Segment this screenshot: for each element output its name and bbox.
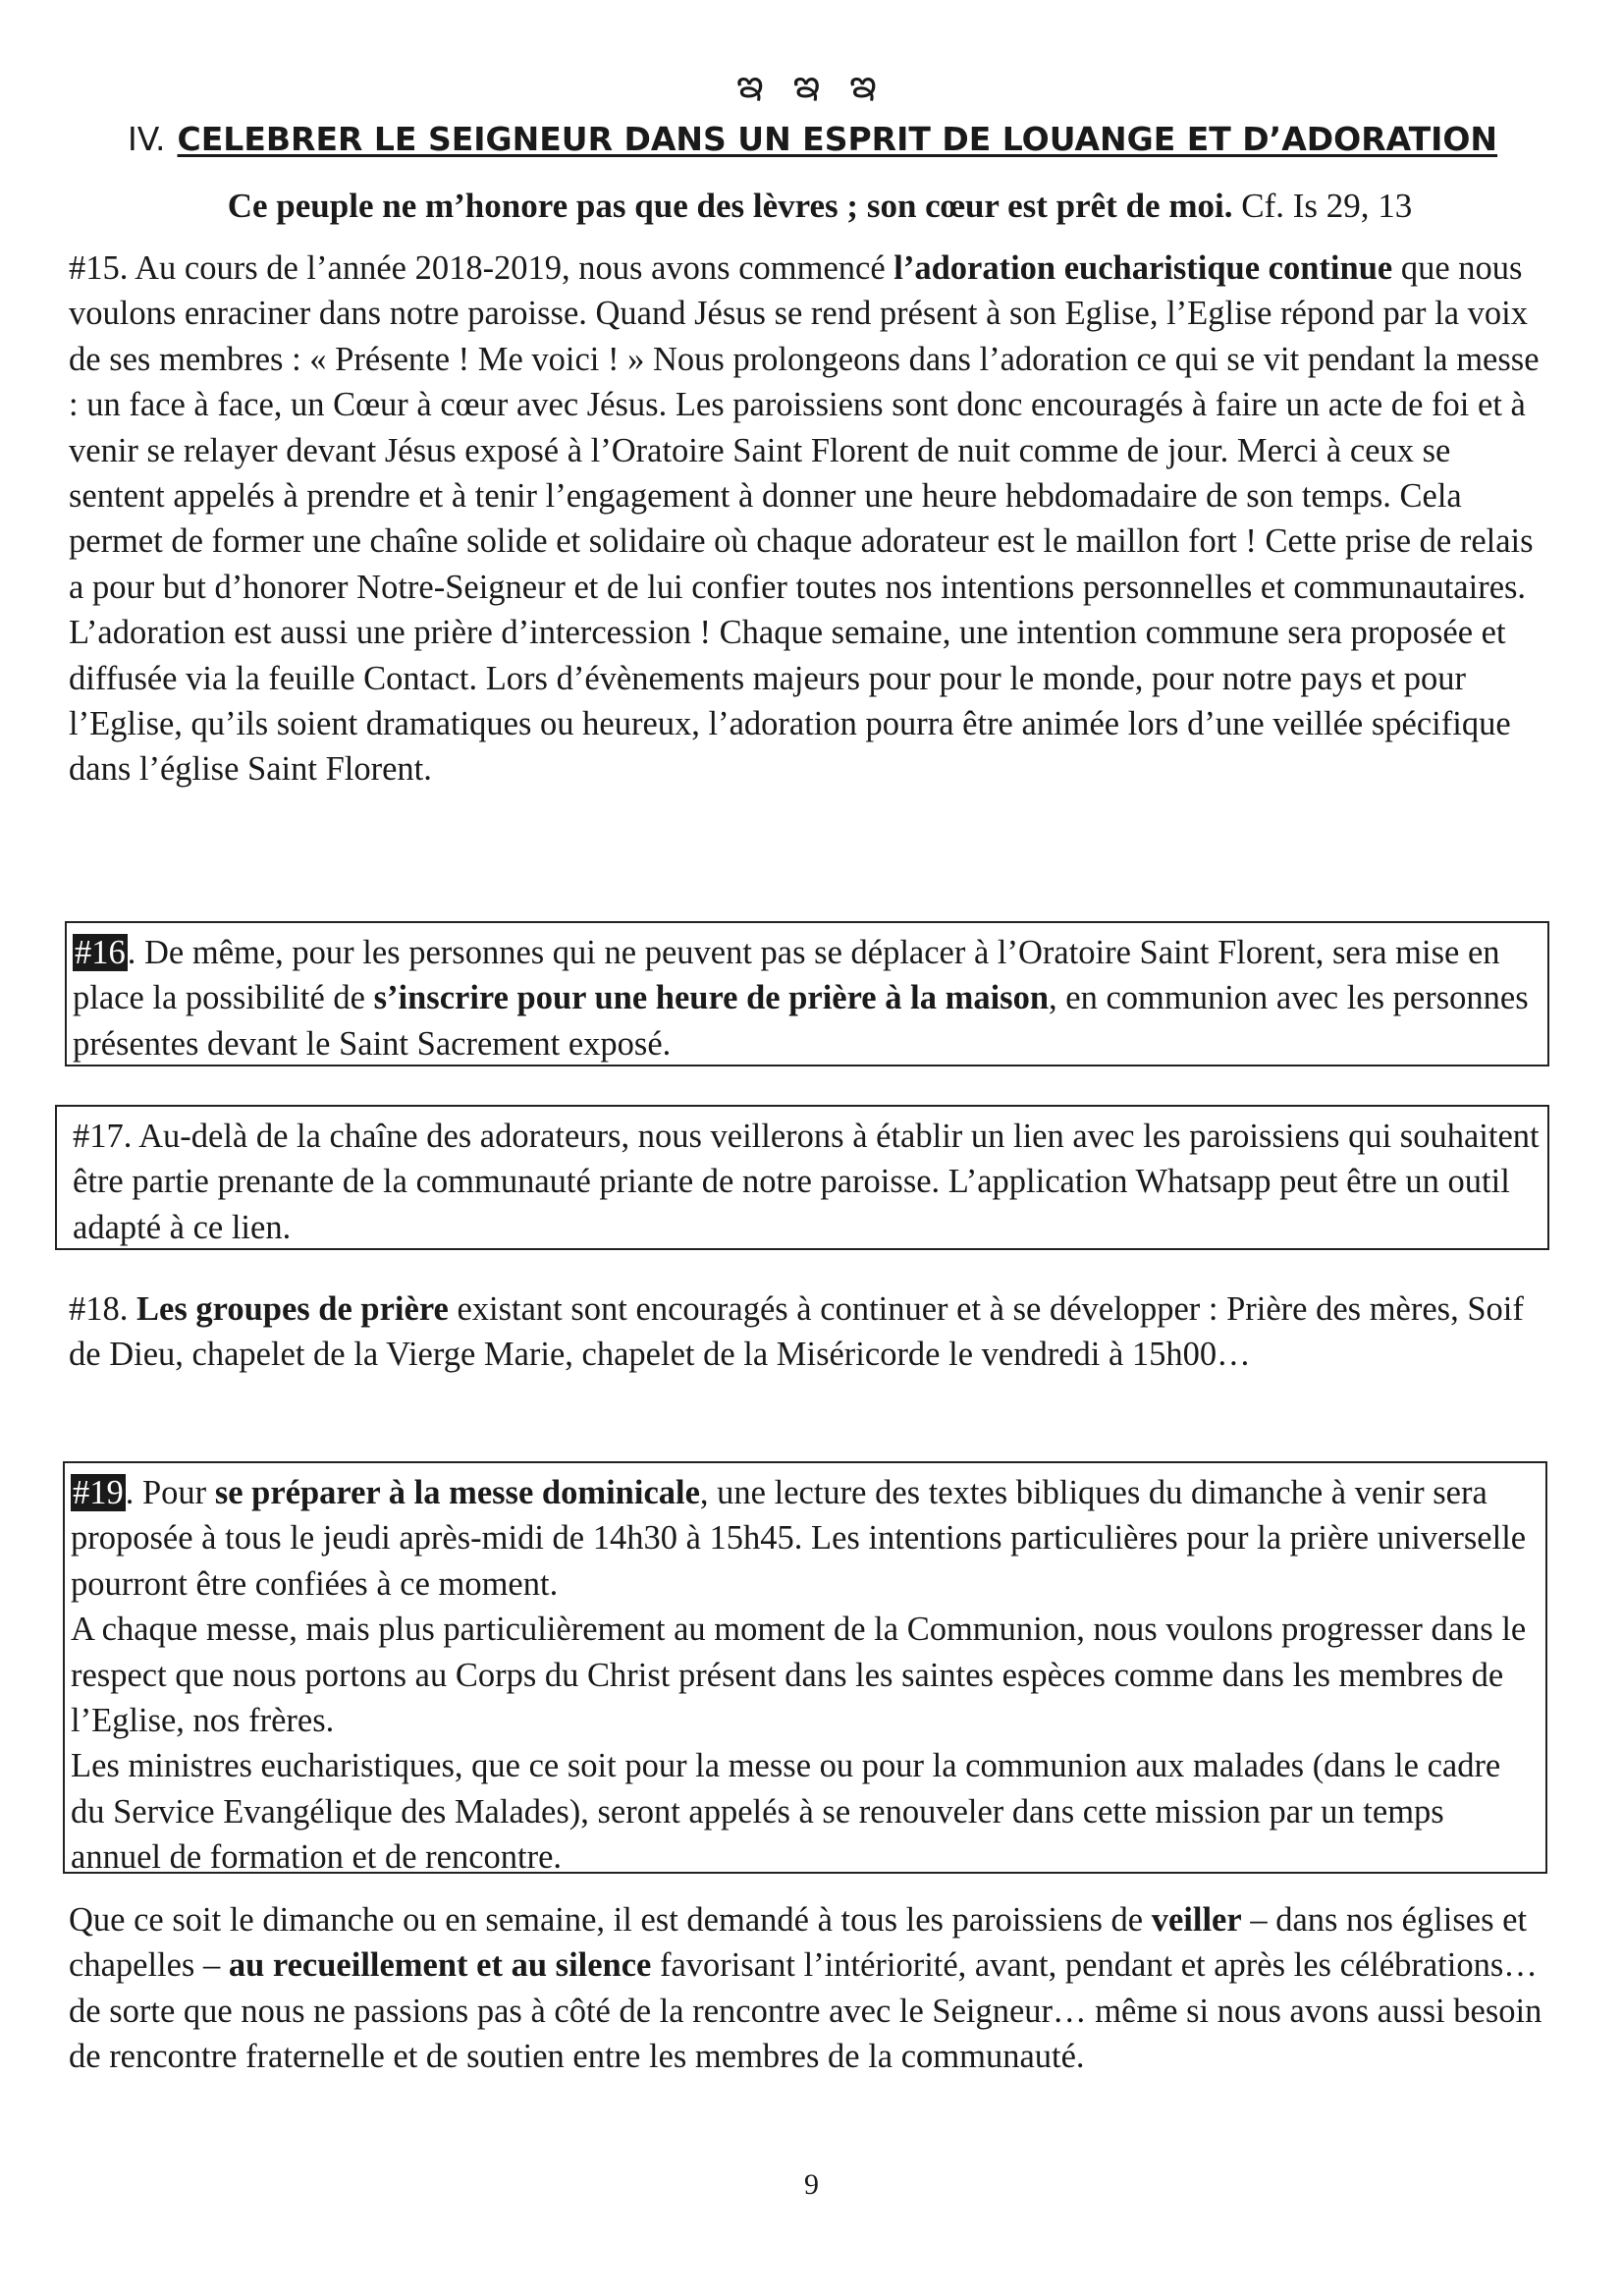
- closing-text-a: Que ce soit le dimanche ou en semaine, il est demandé à tous les paroissiens de: [69, 1901, 1152, 1939]
- paragraph-15: [69, 246, 1551, 793]
- p15-emphasis: l’adoration eucharistique continue: [893, 249, 1393, 287]
- closing-emphasis-2: au recueillement et au silence: [228, 1946, 652, 1985]
- p19-text-a: . Pour: [125, 1474, 215, 1511]
- quote-text: Ce peuple ne m’honore pas que des lèvres ; son cœur est prêt de moi.: [227, 187, 1233, 225]
- p19-number-tag: #19: [73, 1474, 124, 1511]
- paragraph-16: [73, 930, 1540, 1066]
- box-paragraph-16: [65, 921, 1549, 1066]
- p18-emphasis: Les groupes de prière: [136, 1290, 449, 1328]
- p15-text-c: que nous voulons enraciner dans notre paroisse. Quand Jésus se rend présent à son Eglise, l’Eglise répond par la voix de ses membres : « Présente ! Me voici ! » Nous prolongeons dans l’adoration ce qui se vit pendant la messe : un face à face, un Cœur à cœur avec Jésus. Les paroissiens sont donc encouragés à faire un acte de foi et à venir se relayer devant Jésus exposé à l’Oratoire Saint Florent de nuit comme de jour. Merci à ceux se sentent appelés à prendre et à tenir l’engagement à donner une heure hebdomadaire de son temps. Cela permet de former une chaîne solide et solidaire où chaque adorateur est le maillon fort ! Cette prise de relais a pour but d’honorer Notre-Seigneur et de lui confier toutes nos intentions personnelles et communautaires. L’adoration est aussi une prière d’intercession ! Chaque semaine, une intention commune sera proposée et diffusée via la feuille Contact. Lors d’évènements majeurs pour pour le monde, pour notre pays et pour l’Eglise, qu’ils soient dramatiques ou heureux, l’adoration pourra être animée lors d’une veillée spécifique dans l’église Saint Florent.: [69, 249, 1540, 789]
- p19-emphasis: se préparer à la messe dominicale: [214, 1474, 700, 1511]
- paragraph-18: [69, 1286, 1551, 1378]
- p15-text-a: #15. Au cours de l’année 2018-2019, nous avons commencé: [69, 249, 894, 287]
- section-title: CELEBRER LE SEIGNEUR DANS UN ESPRIT DE LOUANGE ET D’ADORATION: [177, 120, 1498, 158]
- closing-paragraph: [69, 1897, 1551, 2080]
- section-heading: [128, 120, 1522, 158]
- p16-emphasis: s’inscrire pour une heure de prière à la maison: [373, 979, 1050, 1017]
- epigraph-quote: [69, 187, 1571, 226]
- p16-text-c: , en communion avec les personnes présentes devant le Saint Sacrement exposé.: [73, 979, 1529, 1063]
- box-paragraph-17: [55, 1105, 1549, 1250]
- page-number: 9: [804, 2168, 819, 2201]
- p19-text-e: Les ministres eucharistiques, que ce soit pour la messe ou pour la communion aux malades (dans le cadre du Service Evangélique des Malades), seront appelés à se renouveler dans cette mission par un temps annuel de formation et de rencontre.: [71, 1747, 1501, 1877]
- p16-number-tag: #16: [75, 934, 126, 971]
- paragraph-17: #17. Au-delà de la chaîne des adorateurs, nous veillerons à établir un lien avec les paroissiens qui souhaitent être partie prenante de la communauté priante de notre paroisse. L’application Whatsapp peut être un outil adapté à ce lien.: [73, 1118, 1540, 1246]
- p18-text-a: #18.: [69, 1290, 136, 1328]
- quote-reference: Cf. Is 29, 13: [1232, 187, 1413, 225]
- closing-text-c: – dans nos églises et chapelles –: [69, 1901, 1528, 1985]
- p18-text-c: existant sont encouragés à continuer et à se développer : Prière des mères, Soif de Dieu, chapelet de la Vierge Marie, chapelet de la Miséricorde le vendredi à 15h00…: [69, 1290, 1524, 1374]
- ornament-divider: ఇ ఇ ఇ: [736, 62, 887, 106]
- closing-emphasis-1: veiller: [1151, 1901, 1242, 1939]
- section-number: IV.: [128, 120, 166, 158]
- p16-text-a: . De même, pour les personnes qui ne peuvent pas se déplacer à l’Oratoire Saint Florent, sera mise en place la possibilité de: [73, 934, 1500, 1017]
- p19-text-c: , une lecture des textes bibliques du dimanche à venir sera proposée à tous le jeudi après-midi de 14h30 à 15h45. Les intentions particulières pour la prière universelle pourront être confiées à ce moment.: [71, 1474, 1527, 1603]
- closing-text-e: favorisant l’intériorité, avant, pendant et après les célébrations… de sorte que nous ne passions pas à côté de la rencontre avec le Seigneur… même si nous avons aussi besoin de rencontre fraternelle et de soutien entre les membres de la communauté.: [69, 1946, 1542, 2076]
- paragraph-19: [71, 1470, 1538, 1881]
- p19-text-d: A chaque messe, mais plus particulièrement au moment de la Communion, nous voulons progresser dans le respect que nous portons au Corps du Christ présent dans les saintes espèces comme dans les membres de l’Eglise, nos frères.: [71, 1611, 1527, 1740]
- box-paragraph-19: [63, 1461, 1547, 1877]
